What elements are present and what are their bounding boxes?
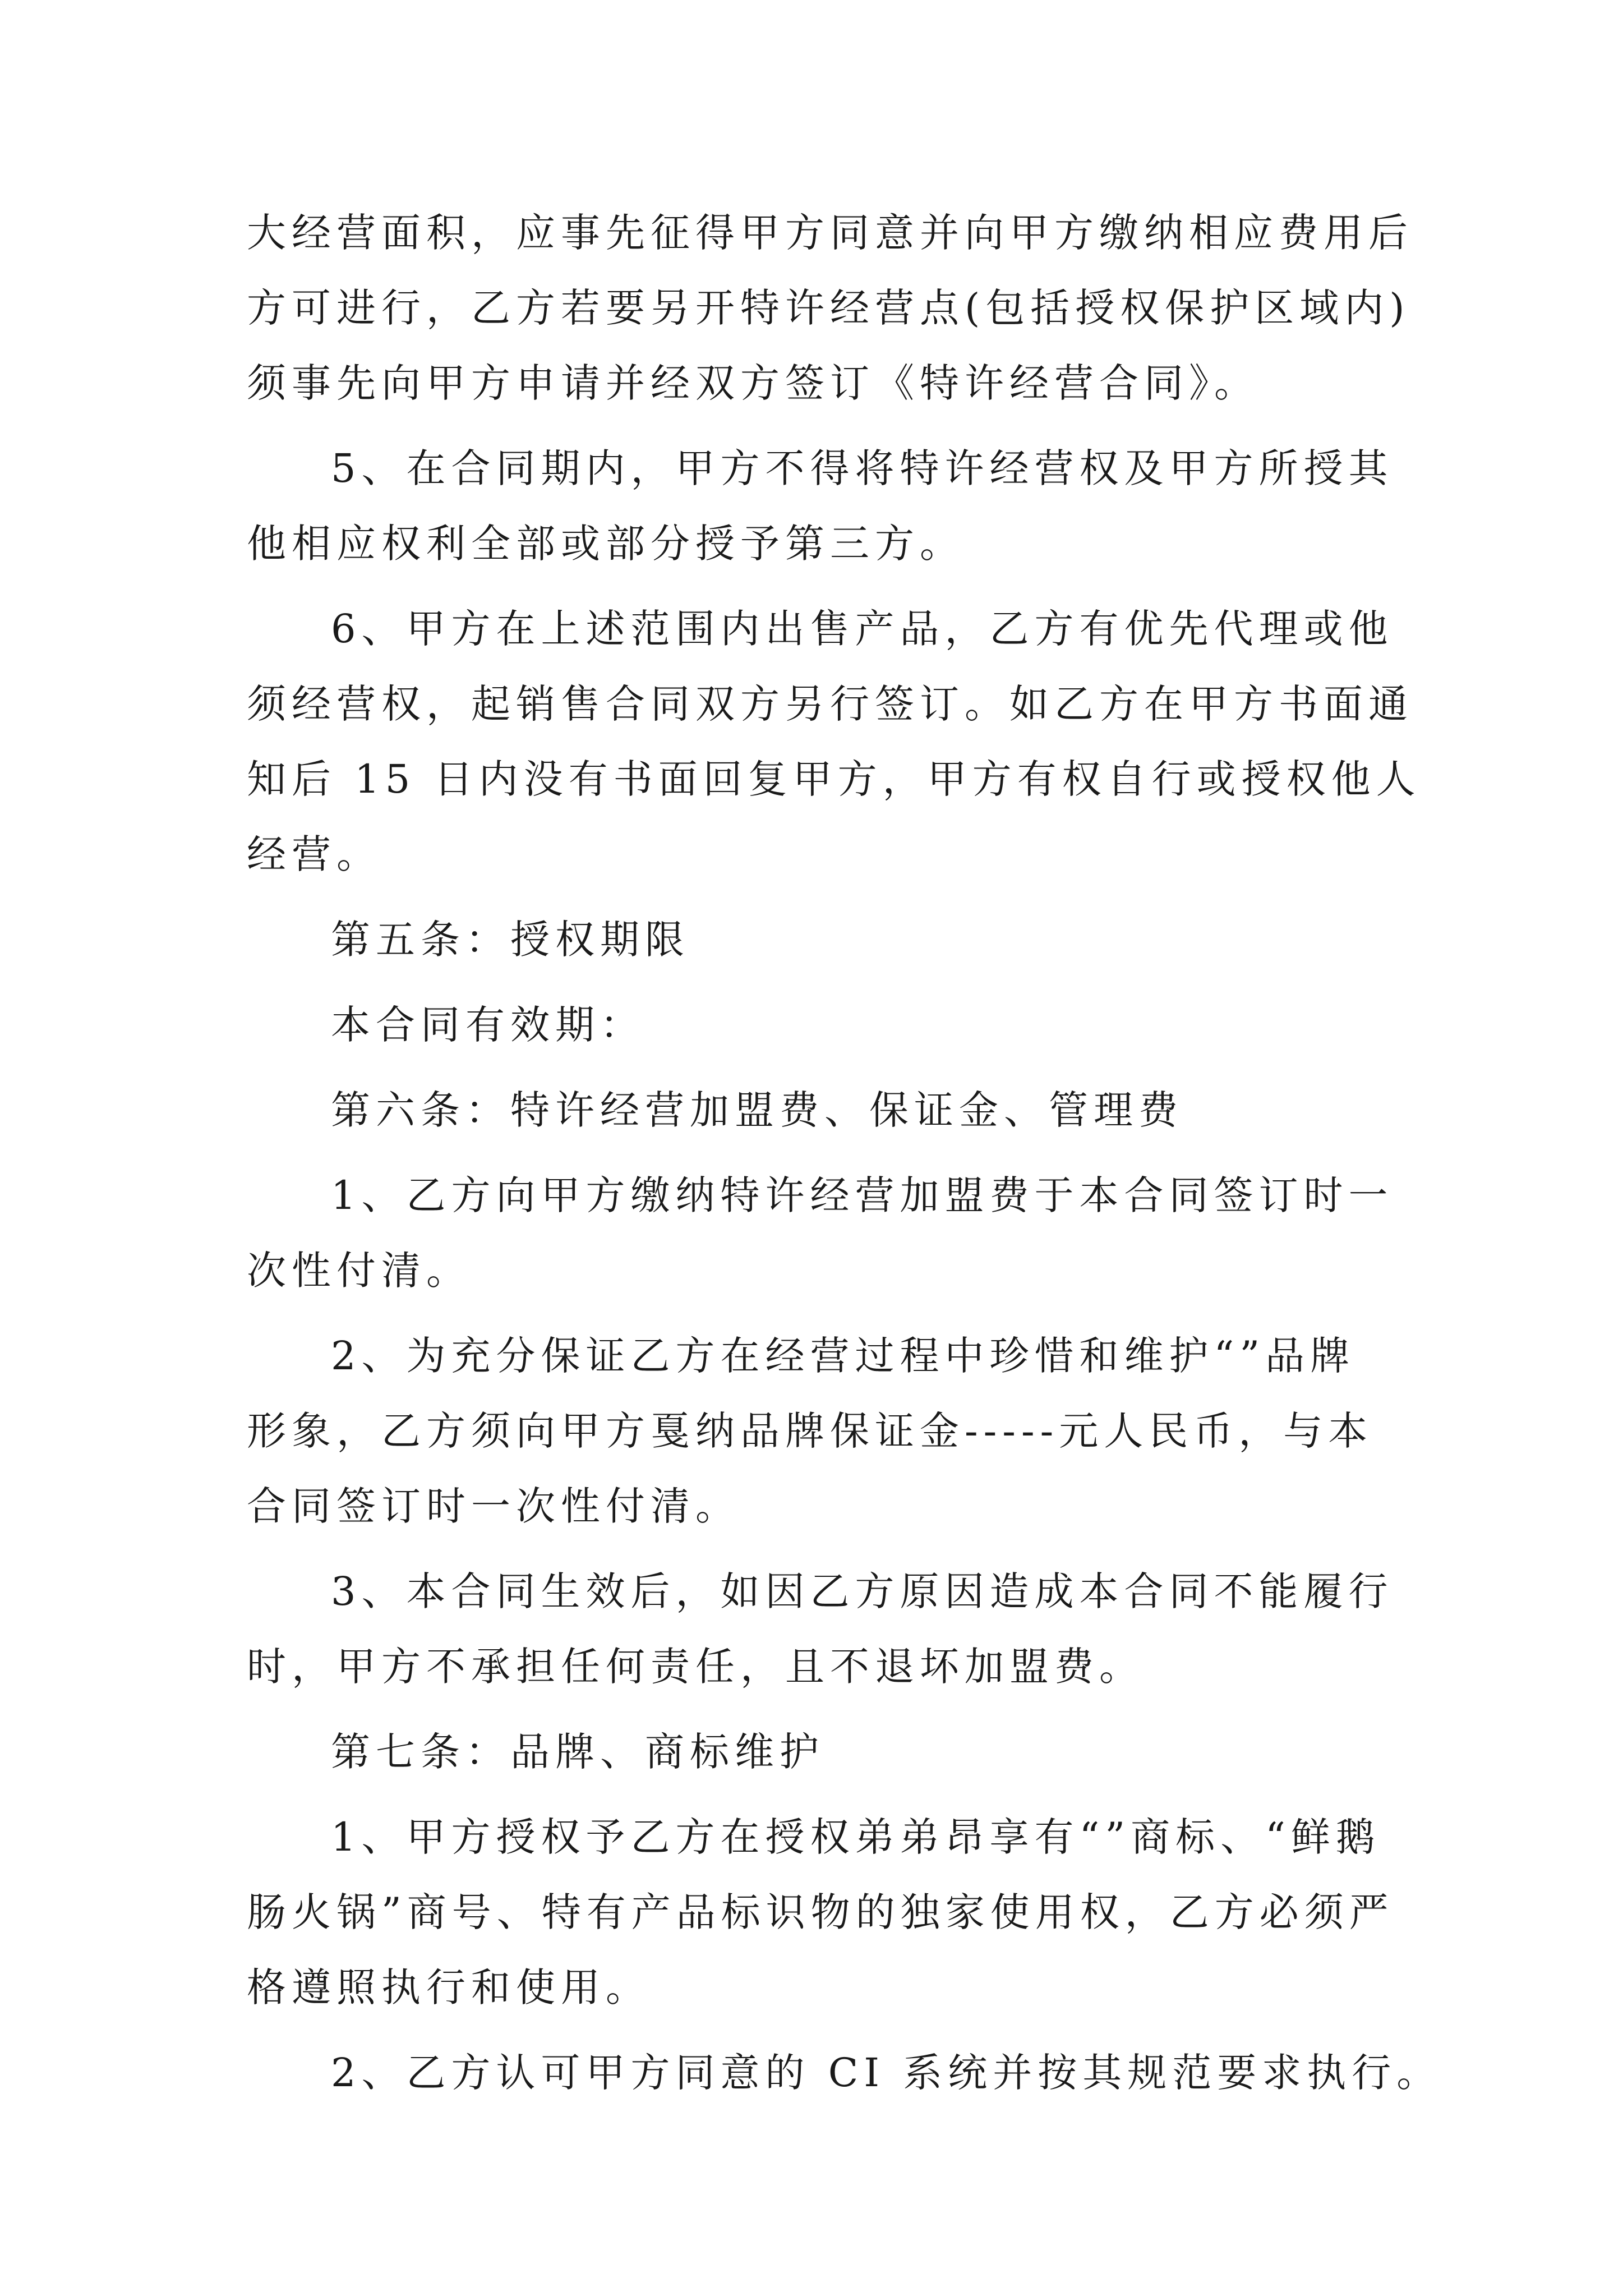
clause-5-line: 5、在合同期内，甲方不得将特许经营权及甲方所授其 (331, 445, 1394, 491)
text-line: 形象，乙方须向甲方戛纳品牌保证金-----元人民币，与本 (247, 1408, 1373, 1454)
text-line: 肠火锅”商号、特有产品标识物的独家使用权，乙方必须严 (247, 1889, 1394, 1935)
text-line: 合同签订时一次性付清。 (247, 1483, 740, 1529)
text-line: 经营。 (247, 831, 381, 877)
article-5-heading: 第五条：授权期限 (331, 917, 690, 963)
clause-6-line: 6、甲方在上述范围内出售产品，乙方有优先代理或他 (331, 606, 1394, 652)
text-line: 他相应权利全部或部分授予第三方。 (247, 521, 965, 567)
text-line: 次性付清。 (247, 1248, 471, 1294)
article-6-item-2: 2、为充分保证乙方在经营过程中珍惜和维护“”品牌 (331, 1333, 1355, 1379)
validity-line: 本合同有效期： (331, 1002, 645, 1048)
article-7-item-2: 2、乙方认可甲方同意的 CI 系统并按其规范要求执行。 (331, 2050, 1442, 2096)
document-body (247, 195, 1441, 2110)
article-6-item-3: 3、本合同生效后，如因乙方原因造成本合同不能履行 (331, 1568, 1394, 1614)
text-line: 须事先向甲方申请并经双方签订《特许经营合同》。 (247, 360, 1259, 406)
article-7-heading: 第七条：品牌、商标维护 (331, 1729, 824, 1775)
article-6-item-1: 1、乙方向甲方缴纳特许经营加盟费于本合同签订时一 (331, 1172, 1394, 1218)
article-7-item-1: 1、甲方授权予乙方在授权弟弟昂享有“”商标、“鲜鹅 (331, 1814, 1381, 1860)
text-line: 时，甲方不承担任何责任，且不退坏加盟费。 (247, 1644, 1144, 1690)
text-line: 格遵照执行和使用。 (247, 1964, 651, 2010)
text-line: 知后 15 日内没有书面回复甲方，甲方有权自行或授权他人 (247, 756, 1421, 802)
text-line: 方可进行，乙方若要另开特许经营点(包括授权保护区域内) (247, 285, 1410, 331)
article-6-heading: 第六条：特许经营加盟费、保证金、管理费 (331, 1087, 1183, 1133)
text-line: 须经营权，起销售合同双方另行签订。如乙方在甲方书面通 (247, 681, 1413, 727)
text-line: 大经营面积，应事先征得甲方同意并向甲方缴纳相应费用后 (247, 210, 1413, 256)
